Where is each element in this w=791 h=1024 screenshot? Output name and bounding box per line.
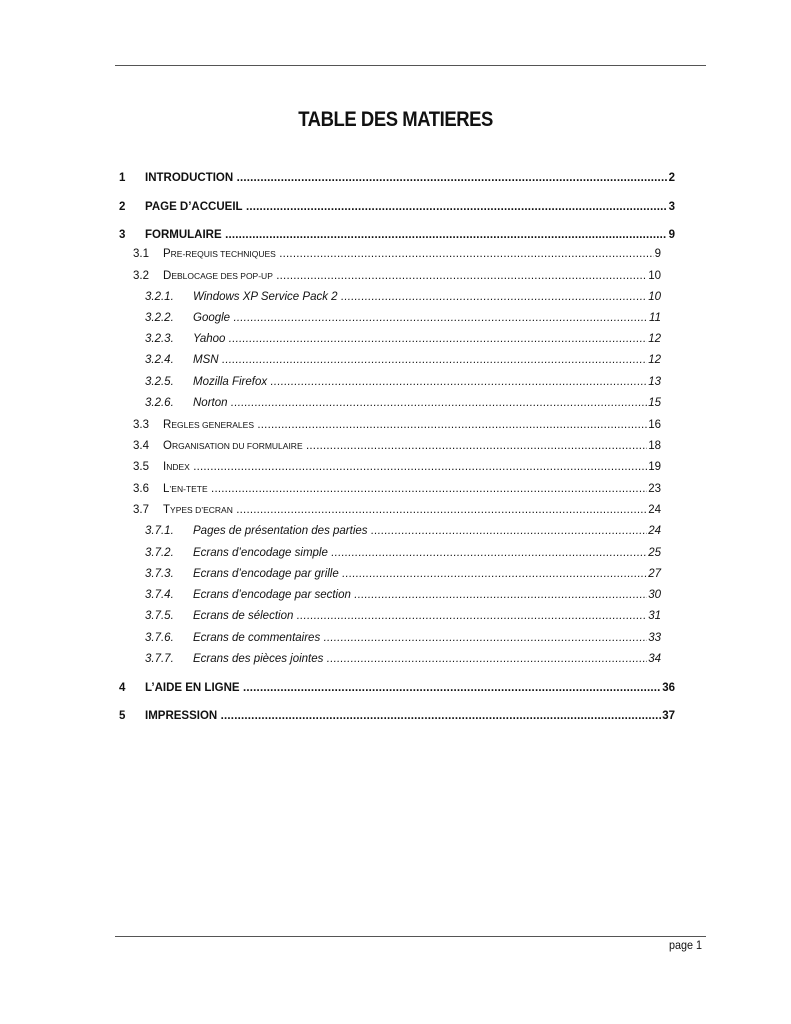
toc-entry-page: 25 xyxy=(648,547,661,559)
toc-entry-page: 24 xyxy=(648,525,661,537)
toc-entry-page: 10 xyxy=(648,270,661,282)
toc-entry-number: 3.7.1. xyxy=(145,525,174,537)
toc-entry-title-text: Ecrans d’encodage simple xyxy=(193,547,328,559)
toc-entry-title-text: Windows XP Service Pack 2 xyxy=(193,291,338,303)
toc-entry-number: 3.3 xyxy=(133,419,149,431)
toc-entry-number: 3.7.3. xyxy=(145,568,174,580)
toc-entry-title xyxy=(145,170,667,186)
toc-entry-number: 3.5 xyxy=(133,461,149,473)
toc-entry-title-text: Ecrans d’encodage par section xyxy=(193,589,351,601)
toc-entry-page: 12 xyxy=(648,354,661,366)
toc-entry-title-rest: YPES D’ECRAN xyxy=(170,505,233,515)
toc-entry-title xyxy=(145,708,667,724)
toc-entry-page: 30 xyxy=(648,589,661,601)
toc-entry-title-text: Ecrans des pièces jointes xyxy=(193,653,324,665)
toc-entry-title-text: Pages de présentation des parties xyxy=(193,525,368,537)
toc-entry-number: 3 xyxy=(119,229,126,241)
toc-entry-number: 3.4 xyxy=(133,440,149,452)
toc-entry-page: 31 xyxy=(648,610,661,622)
toc-entry[interactable] xyxy=(0,331,791,347)
toc-entry[interactable] xyxy=(0,545,791,561)
toc-entry[interactable] xyxy=(0,268,791,284)
toc-entry-title-text: MSN xyxy=(193,354,219,366)
toc-entry-number: 3.2.1. xyxy=(145,291,174,303)
toc-entry-title-rest: EBLOCAGE DES POP-UP xyxy=(171,271,273,281)
toc-entry-title-text: Ecrans de commentaires xyxy=(193,632,321,644)
toc-entry-title-text: Yahoo xyxy=(193,333,226,345)
toc-entry-title-initial: L xyxy=(163,483,170,495)
toc-entry-title-text: INTRODUCTION xyxy=(145,172,234,184)
toc-entry-number: 3.2 xyxy=(133,270,149,282)
toc-entry-title xyxy=(193,374,660,390)
toc-entry-page: 13 xyxy=(648,376,661,388)
toc-entry-title xyxy=(145,227,667,243)
toc-entry[interactable] xyxy=(0,608,791,624)
toc-entry-title xyxy=(163,246,660,262)
toc-entry[interactable] xyxy=(0,502,791,518)
toc-entry-title xyxy=(193,587,660,603)
toc-entry[interactable] xyxy=(0,246,791,262)
toc-entry-title-initial: R xyxy=(163,419,172,431)
toc-entry[interactable] xyxy=(0,523,791,539)
toc-entry-title xyxy=(193,651,660,667)
toc-entry-page: 10 xyxy=(648,291,661,303)
toc-entry-page: 12 xyxy=(648,333,661,345)
toc-entry-number: 3.2.3. xyxy=(145,333,174,345)
toc-entry-title-initial: D xyxy=(163,270,172,282)
toc-entry-title-initial: P xyxy=(163,248,171,260)
toc-entry-number: 3.7.4. xyxy=(145,589,174,601)
toc-entry-number: 3.7.5. xyxy=(145,610,174,622)
toc-entry[interactable] xyxy=(0,352,791,368)
toc-entry-title xyxy=(193,608,660,624)
toc-entry[interactable] xyxy=(0,651,791,667)
toc-entry-number: 2 xyxy=(119,201,126,213)
toc-entry-title-text: Google xyxy=(193,312,231,324)
toc-entry-number: 3.2.4. xyxy=(145,354,174,366)
toc-entry-title xyxy=(193,310,660,326)
toc-entry-number: 3.1 xyxy=(133,248,149,260)
toc-entry-page: 11 xyxy=(649,312,661,324)
toc-entry-title-text: L’AIDE EN LIGNE xyxy=(145,682,240,694)
toc-entry[interactable] xyxy=(0,199,791,215)
toc-entry[interactable] xyxy=(0,227,791,243)
toc-entry-page: 9 xyxy=(668,229,675,241)
toc-entry[interactable] xyxy=(0,395,791,411)
toc-entry[interactable] xyxy=(0,170,791,186)
toc-entry-number: 4 xyxy=(119,682,126,694)
toc-entry[interactable] xyxy=(0,587,791,603)
toc-entry-page: 9 xyxy=(654,248,661,260)
toc-entry-page: 23 xyxy=(648,483,661,495)
toc-entry-page: 2 xyxy=(668,172,675,184)
toc-entry-title xyxy=(163,268,660,284)
toc-entry-page: 27 xyxy=(648,568,661,580)
toc-entry[interactable] xyxy=(0,438,791,454)
toc-entry-page: 36 xyxy=(662,682,675,694)
toc-entry-title-rest: NDEX xyxy=(166,462,190,472)
toc-entry-number: 3.7 xyxy=(133,504,149,516)
toc-entry-title xyxy=(193,331,660,347)
toc-entry-page: 33 xyxy=(648,632,661,644)
toc-entry-page: 37 xyxy=(662,710,675,722)
toc-entry-title-text: Ecrans de sélection xyxy=(193,610,294,622)
toc-entry-number: 3.7.6. xyxy=(145,632,174,644)
toc-entry-title-rest: RE-REQUIS TECHNIQUES xyxy=(170,249,276,259)
toc-entry[interactable] xyxy=(0,481,791,497)
toc-entry[interactable] xyxy=(0,680,791,696)
toc-entry[interactable] xyxy=(0,289,791,305)
toc-entry-title xyxy=(193,630,660,646)
toc-entry[interactable] xyxy=(0,566,791,582)
toc-entry-title xyxy=(193,566,660,582)
toc-entry[interactable] xyxy=(0,417,791,433)
toc-entry-number: 3.2.5. xyxy=(145,376,174,388)
toc-entry-page: 34 xyxy=(648,653,661,665)
toc-entry-title-rest: EGLES GENERALES xyxy=(171,420,254,430)
toc-entry-page: 24 xyxy=(648,504,661,516)
toc-entry-title xyxy=(163,502,660,518)
toc-entry-page: 15 xyxy=(648,397,661,409)
toc-entry-title-text: PAGE D’ACCUEIL xyxy=(145,201,243,213)
page-title: TABLE DES MATIERES xyxy=(298,108,493,131)
footer-rule xyxy=(115,936,706,937)
toc-entry-title-text: IMPRESSION xyxy=(145,710,218,722)
toc-entry-number: 5 xyxy=(119,710,126,722)
page-number: page 1 xyxy=(668,938,702,952)
toc-entry-number: 1 xyxy=(119,172,126,184)
toc-entry-title xyxy=(193,289,660,305)
toc-entry-title-text: Norton xyxy=(193,397,228,409)
toc-entry-page: 18 xyxy=(648,440,661,452)
toc-entry-title-text: Ecrans d’encodage par grille xyxy=(193,568,339,580)
toc-entry[interactable] xyxy=(0,374,791,390)
toc-entry-number: 3.7.2. xyxy=(145,547,174,559)
toc-entry-title xyxy=(193,545,660,561)
toc-entry-title xyxy=(145,199,667,215)
toc-entry-page: 19 xyxy=(648,461,661,473)
toc-entry-number: 3.2.6. xyxy=(145,397,174,409)
toc-entry[interactable] xyxy=(0,708,791,724)
toc-entry-title-text: FORMULAIRE xyxy=(145,229,222,241)
toc-entry-title-initial: O xyxy=(163,440,172,452)
toc-entry[interactable] xyxy=(0,310,791,326)
toc-entry-title xyxy=(163,417,660,433)
toc-entry-title xyxy=(193,395,660,411)
toc-entry-title-initial: I xyxy=(163,461,167,473)
toc-entry-number: 3.2.2. xyxy=(145,312,174,324)
toc-entry-title xyxy=(193,523,660,539)
toc-entry-page: 16 xyxy=(648,419,661,431)
toc-entry-title-rest: RGANISATION DU FORMULAIRE xyxy=(171,441,303,451)
toc-entry-number: 3.6 xyxy=(133,483,149,495)
toc-entry-title-text: Mozilla Firefox xyxy=(193,376,268,388)
toc-entry-page: 3 xyxy=(668,201,675,213)
toc-entry[interactable] xyxy=(0,459,791,475)
toc-entry-title-initial: T xyxy=(163,504,171,516)
toc-entry-title xyxy=(145,680,667,696)
toc-entry[interactable] xyxy=(0,630,791,646)
toc-entry-title-rest: ’EN-TETE xyxy=(169,484,208,494)
toc-entry-title xyxy=(163,459,660,475)
toc-entry-number: 3.7.7. xyxy=(145,653,174,665)
toc-entry-title xyxy=(193,352,660,368)
toc-entry-title xyxy=(163,438,660,454)
toc-entry-title xyxy=(163,481,660,497)
